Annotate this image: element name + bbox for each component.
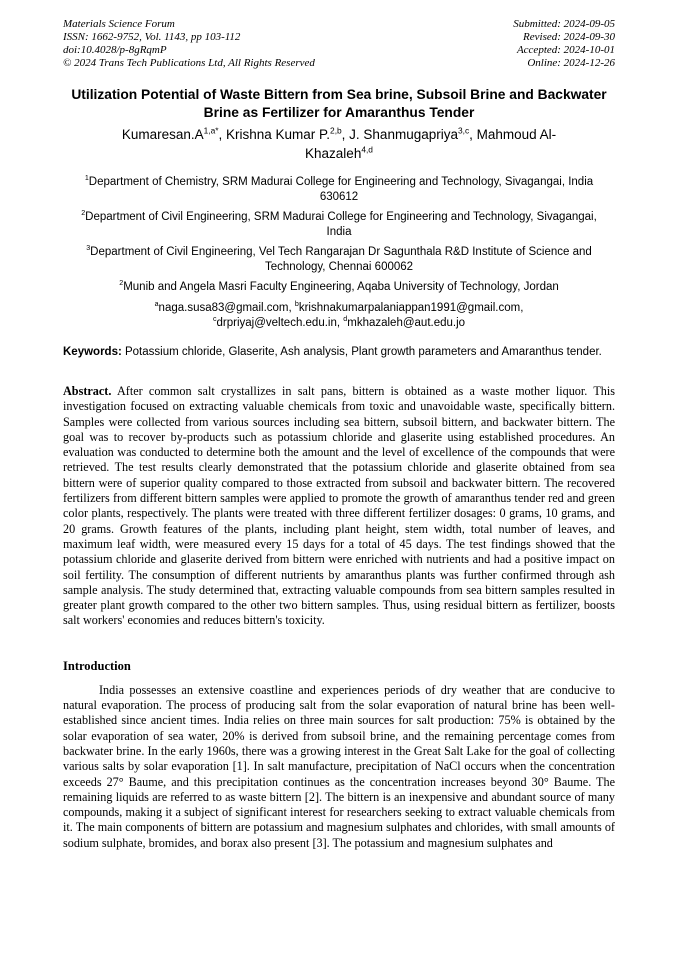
affiliation-1: $^1$Department of Chemistry, SRM Madurai College for Engineering and Technology, Sivagangai, India 630612 xyxy=(84,174,594,203)
date-online: Online: 2024-12-26 xyxy=(527,57,615,69)
introduction-heading: Introduction xyxy=(63,658,131,673)
date-revised: Revised: 2024-09-30 xyxy=(523,31,615,43)
submission-dates xyxy=(513,18,615,70)
affiliation-2: $^2$Department of Civil Engineering, SRM Madurai College for Engineering and Technology, Sivagangai, India xyxy=(81,209,597,238)
journal-copyright: © 2024 Trans Tech Publications Ltd, All Rights Reserved xyxy=(63,57,315,69)
keywords-label: Keywords: xyxy=(63,346,122,358)
journal-name: Materials Science Forum xyxy=(63,18,175,30)
abstract-text: After common salt crystallizes in salt pans, bittern is obtained as a waste mother liquor. This investigation focused on extracting valuable chemicals from toxic and unavoidable waste, specifically bittern. Samples were collected from various sources including sea bittern, subsoil bittern, and backwater bittern. The goal was to recover by-products such as potassium chloride and glaserite using established procedures. An evaluation was conducted to determine both the amount and the level of excellence of the compounds that were retrieved. The test results clearly demonstrated that the potassium chloride and glaserite obtained from sea bittern were of superior quality compared to those extracted from subsoil and backwater bittern. The recovered fertilizers from different bittern samples were applied to promote the growth of amaranthus tender red and green color plants, respectively. The plants were treated with three different fertilizer dosages: 0 grams, 10 grams, and 20 grams. Growth features of the plants, including plant height, stem width, total number of leaves, and maximum leaf width, were measured every 15 days for a total of 45 days. The test findings showed that the potassium chloride and glaserite derived from bittern were enriched with nutrients and had a positive impact on soil fertility. The consumption of different nutrients by amaranthus plants was further confirmed through ash sample analysis. The study determined that, extracting valuable compounds from sea bittern samples resulted in greater plant growth compared to the other two bittern samples. Thus, using residual bittern as fertilizer, boosts salt workers' economies and reduces bittern's toxicity. xyxy=(63,384,615,628)
journal-issn-volume: ISSN: 1662-9752, Vol. 1143, pp 103-112 xyxy=(63,31,241,43)
author-emails: $^a$naga.susa83@gmail.com, $^b$krishnakumarpalaniappan1991@gmail.com, $^c$drpriyaj@veltech.edu.in, $^d$mkhazaleh@aut.edu.jo xyxy=(154,300,524,329)
abstract-label: Abstract. xyxy=(63,384,112,398)
keywords-line xyxy=(63,345,615,360)
paper-title: Utilization Potential of Waste Bittern from Sea brine, Subsoil Brine and Backwater Brine as Fertilizer for Amaranthus Tender xyxy=(71,87,607,120)
journal-header xyxy=(63,18,615,70)
keywords-text: Potassium chloride, Glaserite, Ash analysis, Plant growth parameters and Amaranthus tender. xyxy=(121,346,602,358)
affiliation-4: $^2$Munib and Angela Masri Faculty Engineering, Aqaba University of Technology, Jordan xyxy=(119,279,559,293)
abstract-paragraph xyxy=(63,384,615,629)
journal-info xyxy=(63,18,315,70)
journal-doi: doi:10.4028/p-8gRqmP xyxy=(63,44,167,56)
date-accepted: Accepted: 2024-10-01 xyxy=(516,44,615,56)
date-submitted: Submitted: 2024-09-05 xyxy=(513,18,615,30)
introduction-paragraph: India possesses an extensive coastline and experiences periods of dry weather that are conducive to natural evaporation. The process of producing salt from the solar evaporation of natural brine has been well-established since ancient times. India relies on three main sources for salt production: 75% is obtained by the solar evaporation of sea water, 20% is derived from subsoil brine, and the remaining percentage comes from backwater brine. In the early 1960s, there was a growing interest in the Great Salt Lake for the goal of collecting various salts by solar evaporation [1]. In salt manufacture, precipitation of NaCl occurs when the concentration exceeds 27° Baume, and this precipitation continues as the concentration increases beyond 30° Baume. The remaining liquids are referred to as waste bittern [2]. The bittern is an inexpensive and abundant source of many compounds, making it a subject of significant interest for researchers seeking to extract valuable chemicals from it. The main components of bittern are potassium and magnesium sulphates and chlorides, with small amounts of sodium sulphate, bromides, and borax also present [3]. The potassium and magnesium sulphates and xyxy=(63,682,615,850)
authors-line: $Kumaresan.A^{1,a*}$, Krishna Kumar P.$^{2,b}$, J. Shanmugapriya$^{3,c}$, Mahmoud Al-Khazaleh$^{4,d}$ xyxy=(121,125,557,161)
affiliation-3: $^3$Department of Civil Engineering, Vel Tech Rangarajan Dr Sagunthala R&D Institute of Science and Technology, Chennai 600062 xyxy=(86,244,592,273)
